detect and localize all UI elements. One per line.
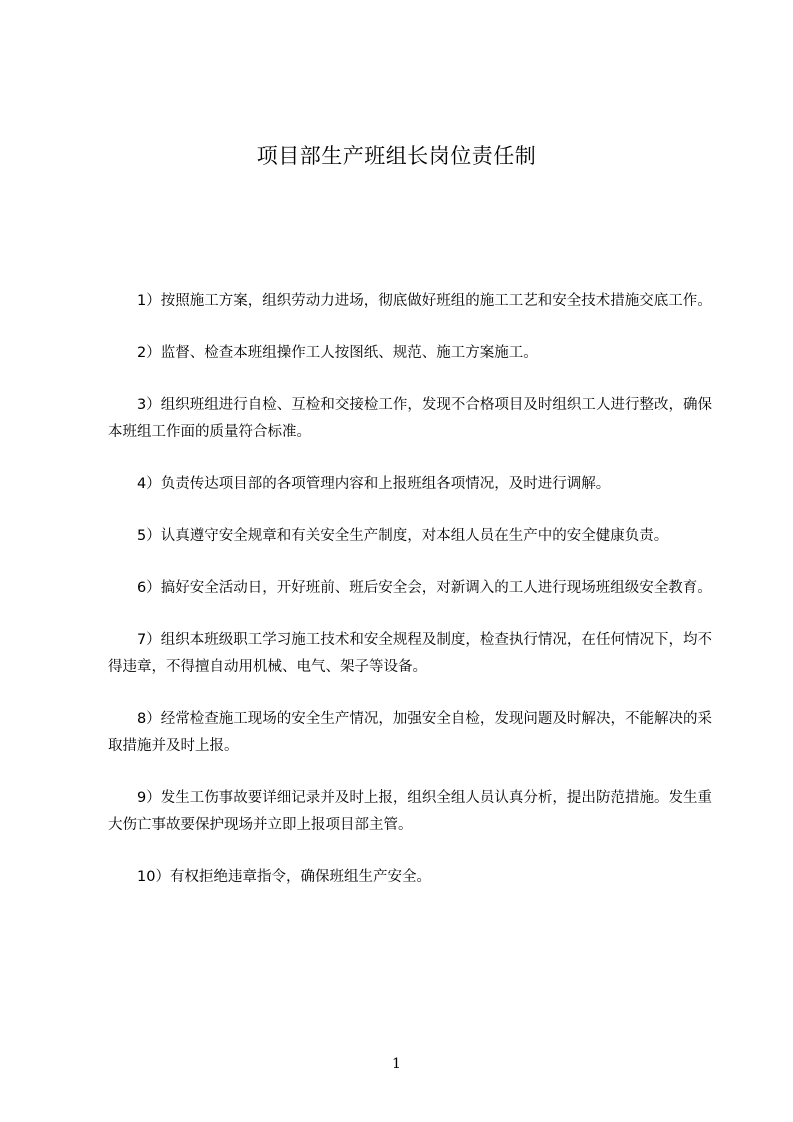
paragraph-5: 5）认真遵守安全规章和有关安全生产制度，对本组人员在生产中的安全健康负责。 <box>137 528 669 544</box>
document-title: 项目部生产班组长岗位责任制 <box>256 144 537 168</box>
paragraph-7: 7）组织本班级职工学习施工技术和安全规程及制度，检查执行情况，在任何情况下，均不得违章，不得擅自动用机械、电气、架子等设备。 <box>108 632 712 675</box>
paragraph-3: 3）组织班组进行自检、互检和交接检工作，发现不合格项目及时组织工人进行整改，确保本班组工作面的质量符合标准。 <box>108 397 712 440</box>
paragraph-8: 8）经常检查施工现场的安全生产情况，加强安全自检，发现问题及时解决，不能解决的采取措施并及时上报。 <box>108 711 712 754</box>
page-number: 1 <box>392 1056 401 1072</box>
paragraph-1: 1）按照施工方案，组织劳动力进场，彻底做好班组的施工工艺和安全技术措施交底工作。 <box>137 293 712 309</box>
document-body <box>108 288 712 916</box>
paragraph-6: 6）搞好安全活动日，开好班前、班后安全会，对新调入的工人进行现场班组级安全教育。 <box>137 580 712 596</box>
paragraph-4: 4）负责传达项目部的各项管理内容和上报班组各项情况，及时进行调解。 <box>137 476 611 492</box>
paragraph-10: 10）有权拒绝违章指令，确保班组生产安全。 <box>137 869 431 885</box>
paragraph-2: 2）监督、检查本班组操作工人按图纸、规范、施工方案施工。 <box>137 345 538 361</box>
paragraph-9: 9）发生工伤事故要详细记录并及时上报，组织全组人员认真分析，提出防范措施。发生重大伤亡事故要保护现场并立即上报项目部主管。 <box>108 790 712 833</box>
